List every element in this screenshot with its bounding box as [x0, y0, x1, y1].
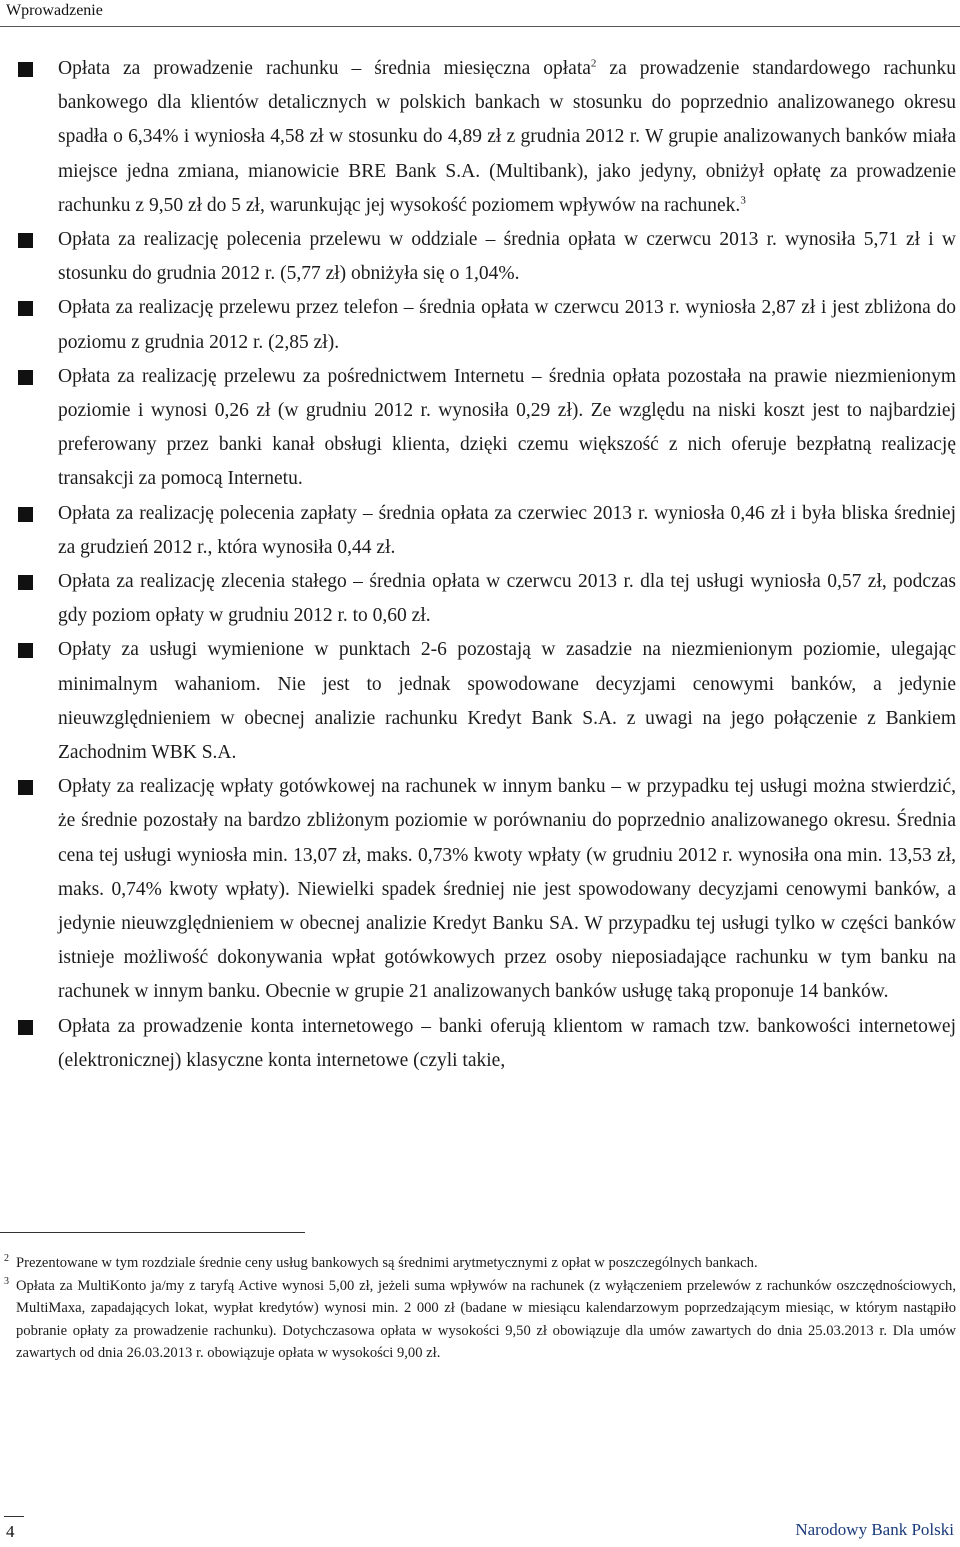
- square-bullet-icon: [18, 780, 33, 795]
- square-bullet-icon: [18, 370, 33, 385]
- bullet-item-standing-order: [18, 565, 956, 633]
- footnote-2: [4, 1252, 956, 1275]
- bullet-text: Opłaty za usługi wymienione w punktach 2-6 pozostają w zasadzie na niezmienionym poziomie, ulegając minimalnym wahaniom. Nie jest to jednak spowodowane decyzjami cenowymi banków, a jedynie nieuwzględnieniem w obecnej analizie rachunku Kredyt Bank S.A. z uwagi na jego połączenie z Bankiem Zachodnim WBK S.A.: [58, 639, 956, 764]
- bullet-item-direct-debit: [18, 497, 956, 565]
- bullet-item-cash-deposit: [18, 770, 956, 1009]
- square-bullet-icon: [18, 233, 33, 248]
- square-bullet-icon: [18, 575, 33, 590]
- bullet-text: Opłata za realizację przelewu za pośrednictwem Internetu – średnia opłata pozostała na prawie niezmienionym poziomie i wynosi 0,26 zł (w grudniu 2012 r. wynosiła 0,29 zł). Ze względu na niski koszt jest to najbardziej preferowany przez banki kanał obsługi klienta, dzięki czemu większość z nich oferuje bezpłatną realizację transakcji za pomocą Internetu.: [58, 365, 956, 490]
- bullet-text: Opłata za prowadzenie rachunku – średnia miesięczna opłata: [58, 58, 591, 79]
- footnote-number: 2: [4, 1253, 9, 1264]
- bullet-item-internet-account: [18, 1010, 956, 1078]
- bullet-text: Opłata za realizację polecenia przelewu w oddziale – średnia opłata w czerwcu 2013 r. wynosiła 5,71 zł i w stosunku do grudnia 2012 r. (5,77 zł) obniżyła się o 1,04%.: [58, 229, 956, 285]
- square-bullet-icon: [18, 507, 33, 522]
- footnote-text: Opłata za MultiKonto ja/my z taryfą Active wynosi 5,00 zł, jeżeli suma wpływów na rachunek (z wyłączeniem przelewów z rachunków oszczędnościowych, MultiMaxa, zapadających lokat, wypłat kredytów) wynosi min. 2 000 zł (badane w miesiącu kalendarzowym poprzedzającym miesiąc, w którym nastąpiło pobranie opłaty za prowadzenie rachunku). Dotychczasowa opłata w wysokości 9,50 zł obowiązuje dla umów zawartych do dnia 25.03.2013 r. Dla umów zawartych od dnia 26.03.2013 r. obowiązuje opłata w wysokości 9,00 zł.: [16, 1277, 956, 1361]
- footer-publisher: Narodowy Bank Polski: [795, 1520, 954, 1539]
- bullet-item-branch-transfer: [18, 223, 956, 291]
- page-number: 4: [6, 1522, 15, 1541]
- bullet-text: Opłata za realizację polecenia zapłaty – średnia opłata za czerwiec 2013 r. wyniosła 0,46 zł i była bliska średniej za grudzień 2012 r., która wynosiła 0,44 zł.: [58, 502, 956, 558]
- square-bullet-icon: [18, 1020, 33, 1035]
- footnote-3: [4, 1275, 956, 1365]
- square-bullet-icon: [18, 62, 33, 77]
- bullet-item-services-2-6: [18, 633, 956, 770]
- bullet-item-internet-transfer: [18, 360, 956, 497]
- footnote-number: 3: [4, 1275, 9, 1287]
- square-bullet-icon: [18, 301, 33, 316]
- bullet-item-account-fee: [18, 52, 956, 223]
- bullet-text: Opłaty za realizację wpłaty gotówkowej na rachunek w innym banku – w przypadku tej usługi można stwierdzić, że średnie pozostały na bardzo zbliżonym poziomie w porównaniu do poprzednio analizowanego okresu. Średnia cena tej usługi wyniosła min. 13,07 zł, maks. 0,73% kwoty wpłaty (w grudniu 2012 r. wynosiła ona min. 13,53 zł, maks. 0,74% kwoty wpłaty). Niewielki spadek średniej nie jest spowodowany decyzjami cenowymi banków, a jedynie nieuwzględnieniem w obecnej analizie Kredyt Banku SA. W przypadku tej usługi tylko w części banków istnieje możliwość dokonywania wpłat gotówkowych przez osoby nieposiadające rachunku w tym banku na rachunek w innym banku. Obecnie w grupie 21 analizowanych banków usługę taką proponuje 14 banków.: [58, 776, 956, 1003]
- header-divider: [0, 26, 960, 27]
- footnote-text: Prezentowane w tym rozdziale średnie ceny usług bankowych są średnimi arytmetycznymi z opłat w poszczególnych bankach.: [16, 1255, 758, 1271]
- bullet-text-continued: za prowadzenie standardowego rachunku bankowego dla klientów detalicznych w polskich bankach w stosunku do poprzednio analizowanego okresu spadła o 6,34% i wyniosła 4,58 zł w stosunku do 4,89 zł z grudnia 2012 r. W grupie analizowanych banków miała miejsce jedna zmiana, mianowicie BRE Bank S.A. (Multibank), jako jedyny, obniżył opłatę za prowadzenie rachunku z 9,50 zł do 5 zł, warunkując jej wysokość poziomem wpływów na rachunek.: [58, 58, 956, 216]
- bullet-text: Opłata za prowadzenie konta internetowego – banki oferują klientom w ramach tzw. bankowości internetowej (elektronicznej) klasyczne konta internetowe (czyli takie,: [58, 1015, 956, 1071]
- page-number-rule: [4, 1516, 24, 1517]
- bullet-text: Opłata za realizację zlecenia stałego – średnia opłata w czerwcu 2013 r. dla tej usługi wyniosła 0,57 zł, podczas gdy poziom opłaty w grudniu 2012 r. to 0,60 zł.: [58, 571, 956, 627]
- page-header-title: Wprowadzenie: [6, 2, 103, 19]
- bullet-list: [18, 52, 956, 1078]
- bullet-text: Opłata za realizację przelewu przez telefon – średnia opłata w czerwcu 2013 r. wyniosła 2,87 zł i jest zbliżona do poziomu z grudnia 2012 r. (2,85 zł).: [58, 297, 956, 353]
- footnote-ref[interactable]: 2: [590, 57, 597, 70]
- square-bullet-icon: [18, 643, 33, 658]
- footnote-ref[interactable]: 3: [740, 194, 746, 207]
- footnotes: [4, 1252, 956, 1365]
- footnote-divider: [0, 1232, 305, 1233]
- bullet-item-phone-transfer: [18, 291, 956, 359]
